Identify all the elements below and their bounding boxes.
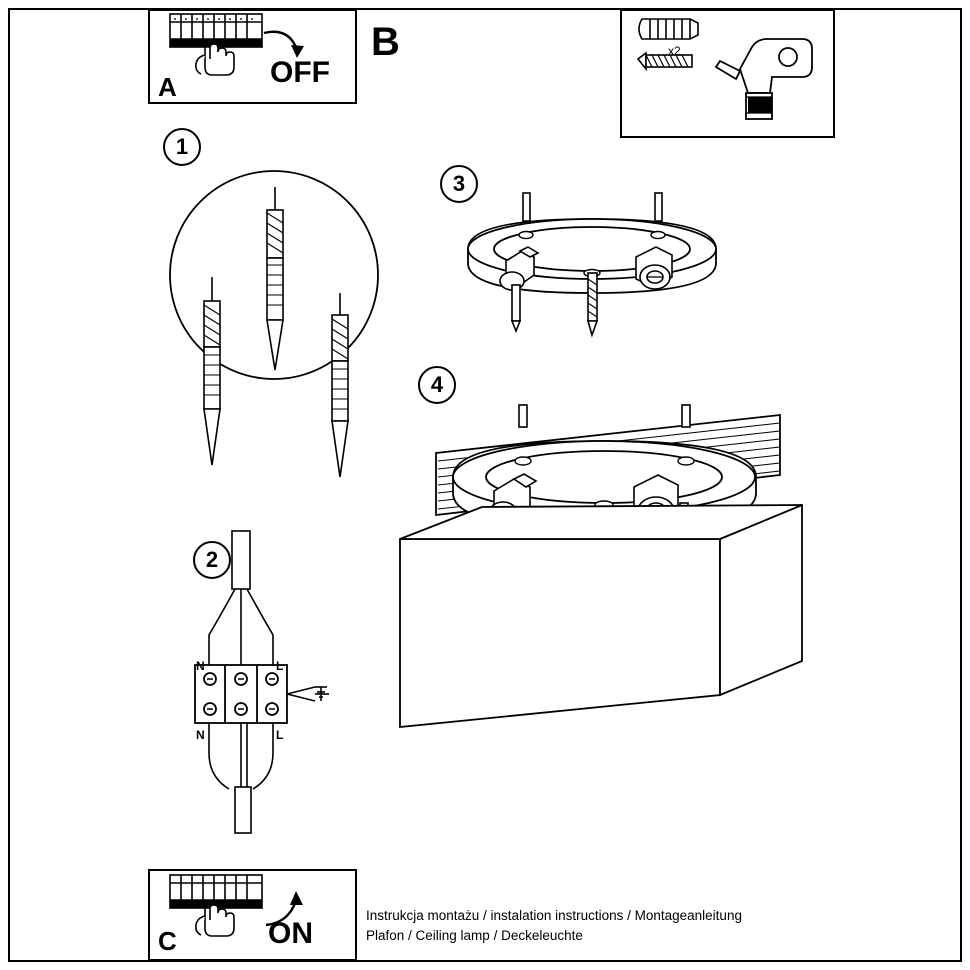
panel-c-letter: C xyxy=(158,926,177,956)
footer-line-2: Plafon / Ceiling lamp / Deckeleuchte xyxy=(366,928,583,943)
terminal-label-l-bottom: L xyxy=(276,728,284,742)
step-1-graphic xyxy=(160,165,390,520)
step-4-number: 4 xyxy=(418,366,456,404)
terminal-label-l-top: L xyxy=(276,659,284,673)
footer-line-1: Instrukcja montażu / instalation instructions / Montageanleitung xyxy=(366,908,742,923)
panel-a-action-label: OFF xyxy=(270,56,330,89)
panel-b-letter: B xyxy=(371,20,400,64)
panel-a-letter: A xyxy=(158,72,177,102)
terminal-label-n-top: N xyxy=(196,659,205,673)
step-3-graphic xyxy=(450,185,770,360)
step-3-number: 3 xyxy=(440,165,478,203)
step-1-number: 1 xyxy=(163,128,201,166)
panel-b-graphic xyxy=(620,9,835,138)
step-2-graphic xyxy=(165,525,350,840)
panel-b-anchor-count: x2 xyxy=(668,44,681,58)
step-4-graphic xyxy=(390,395,820,740)
terminal-label-n-bottom: N xyxy=(196,728,205,742)
panel-c-action-label: ON xyxy=(268,917,313,950)
step-2-number: 2 xyxy=(193,541,231,579)
panel-c-graphic xyxy=(148,869,357,961)
